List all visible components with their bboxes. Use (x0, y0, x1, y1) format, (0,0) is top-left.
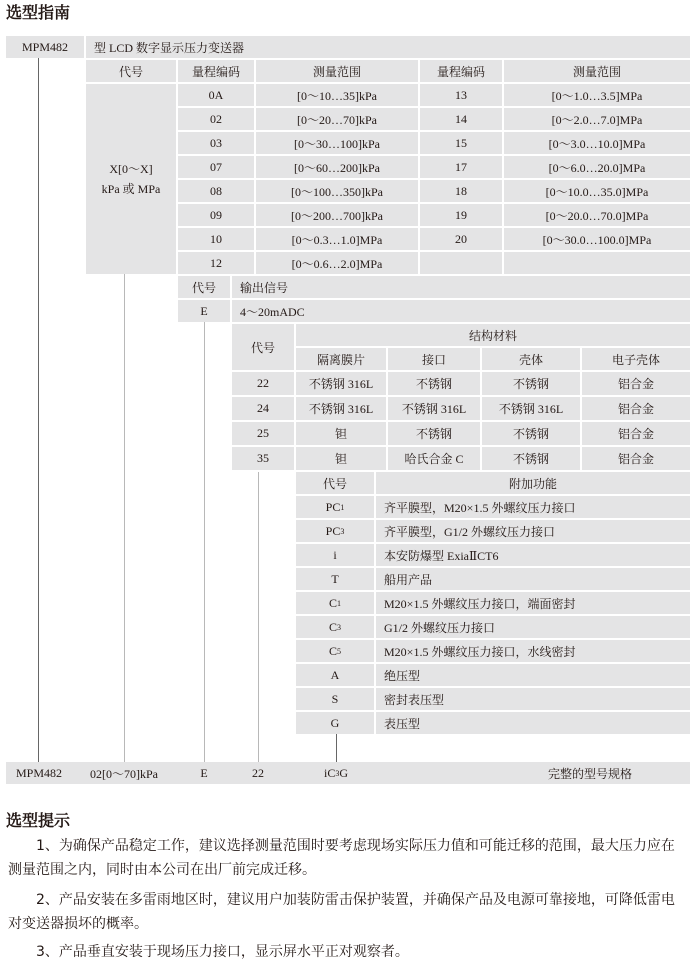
function-code-subscript: 1 (340, 502, 345, 512)
material-row-port: 不锈钢 316L (388, 397, 480, 420)
example-function (310, 762, 362, 784)
example-model: MPM482 (15, 765, 62, 780)
range-value-cell-right: [0～10.0…35.0]MPa (504, 180, 690, 202)
function-row-code (296, 616, 374, 638)
material-col-diaphragm: 隔离膜片 (296, 348, 386, 370)
example-function-sub: 3 (335, 768, 340, 778)
function-row-description: G1/2 外螺纹压力接口 (376, 616, 690, 638)
range-encoding-header-left: 量程编码 (178, 60, 254, 82)
range-code-cell-left: 08 (178, 180, 254, 202)
function-code-text: G (330, 715, 340, 730)
function-row-description: 齐平膜型，G1/2 外螺纹压力接口 (376, 520, 690, 542)
function-row-description: M20×1.5 外螺纹压力接口，水线密封 (376, 640, 690, 662)
tip-paragraph-1: 1、为确保产品稳定工作，建议选择测量范围时要考虑现场实际压力值和可能迁移的范围，最大压力应在测量范围之内，同时由本公司在出厂前完成迁移。 (8, 838, 675, 878)
range-code-value: X[0～X] (109, 162, 153, 176)
range-value-cell-left: [0～0.3…1.0]MPa (256, 228, 418, 250)
function-code-header: 代号 (296, 472, 374, 494)
function-row-description: 齐平膜型，M20×1.5 外螺纹压力接口 (376, 496, 690, 518)
function-row-code (296, 712, 374, 734)
function-code-text: T (331, 571, 339, 586)
material-row-shell: 不锈钢 (482, 372, 580, 395)
tip-paragraph-2: 2、产品安装在多雷雨地区时，建议用户加装防雷击保护装置，并确保产品及电源可靠接地，可降低雷电对变送器损坏的概率。 (8, 892, 675, 932)
range-value-cell-left: [0～200…700]kPa (256, 204, 418, 226)
function-row-description: M20×1.5 外螺纹压力接口，端面密封 (376, 592, 690, 614)
range-code-cell-left: 09 (178, 204, 254, 226)
range-code-cell-left: 07 (178, 156, 254, 178)
output-code: E (178, 300, 230, 322)
material-row-code: 25 (232, 422, 294, 445)
material-row-port: 哈氏合金 C (388, 447, 480, 470)
material-row-port: 不锈钢 (388, 422, 480, 445)
material-row-diaphragm: 钽 (296, 447, 386, 470)
range-value-cell-left: [0～30…100]kPa (256, 132, 418, 154)
example-output: E (200, 765, 208, 780)
range-value-cell-right (504, 252, 690, 274)
range-connector-line (124, 274, 125, 762)
range-code-cell-right: 14 (420, 108, 502, 130)
function-code-text: S (331, 691, 339, 706)
range-encoding-header-right: 量程编码 (420, 60, 502, 82)
function-row-code (296, 544, 374, 566)
selection-guide-heading: 选型指南 (6, 3, 71, 22)
range-code-cell (86, 84, 176, 274)
output-signal-header: 输出信号 (232, 276, 690, 298)
range-code-header: 代号 (86, 60, 176, 82)
function-code-text: PC (325, 499, 341, 514)
function-row-code (296, 496, 374, 518)
range-value-cell-left: [0～60…200]kPa (256, 156, 418, 178)
range-code-cell-left: 10 (178, 228, 254, 250)
material-row-code: 24 (232, 397, 294, 420)
function-row-description: 表压型 (376, 712, 690, 734)
example-function-b: G (339, 765, 348, 780)
output-code-header: 代号 (178, 276, 230, 298)
material-row-diaphragm: 不锈钢 316L (296, 372, 386, 395)
material-code-header: 代号 (232, 324, 294, 370)
range-unit-value: kPa 或 MPa (101, 182, 161, 196)
material-row-shell: 不锈钢 316L (482, 397, 580, 420)
range-code-cell-right: 20 (420, 228, 502, 250)
material-col-electronics: 电子壳体 (582, 348, 690, 370)
output-connector-line (204, 322, 205, 762)
range-value-cell-left: [0～10…35]kPa (256, 84, 418, 106)
function-code-text: C (328, 595, 337, 610)
material-row-code: 35 (232, 447, 294, 470)
range-code-cell-right: 13 (420, 84, 502, 106)
example-function-a: iC (323, 765, 336, 780)
function-code-text: A (330, 667, 340, 682)
material-row-port: 不锈钢 (388, 372, 480, 395)
function-row-code (296, 640, 374, 662)
material-col-shell: 壳体 (482, 348, 580, 370)
function-row-description: 船用产品 (376, 568, 690, 590)
range-code-cell-left: 0A (178, 84, 254, 106)
function-row-code (296, 664, 374, 686)
function-code-subscript: 1 (337, 598, 341, 608)
range-value-cell-right: [0～20.0…70.0]MPa (504, 204, 690, 226)
range-code-cell-left: 02 (178, 108, 254, 130)
example-label: 完整的型号规格 (547, 766, 632, 781)
material-row-shell: 不锈钢 (482, 447, 580, 470)
material-row-diaphragm: 不锈钢 316L (296, 397, 386, 420)
range-value-cell-right: [0～1.0…3.5]MPa (504, 84, 690, 106)
material-col-port: 接口 (388, 348, 480, 370)
range-value-cell-right: [0～2.0…7.0]MPa (504, 108, 690, 130)
range-code-cell-right: 18 (420, 180, 502, 202)
model-connector-line (38, 58, 39, 762)
material-row-electronics: 铝合金 (582, 372, 690, 395)
function-row-code (296, 520, 374, 542)
material-row-electronics: 铝合金 (582, 422, 690, 445)
range-code-cell-right: 17 (420, 156, 502, 178)
function-row-code (296, 592, 374, 614)
material-row-code: 22 (232, 372, 294, 395)
material-row-diaphragm: 钽 (296, 422, 386, 445)
function-code-subscript: 3 (340, 526, 345, 536)
function-row-code (296, 688, 374, 710)
function-row-code (296, 568, 374, 590)
range-code-cell-right: 19 (420, 204, 502, 226)
material-title: 结构材料 (296, 324, 690, 346)
material-connector-line (258, 472, 259, 762)
function-code-text: i (333, 547, 337, 562)
function-header: 附加功能 (376, 472, 690, 494)
function-row-description: 本安防爆型 ExiaⅡCT6 (376, 544, 690, 566)
range-value-cell-right: [0～6.0…20.0]MPa (504, 156, 690, 178)
measure-range-header-left: 测量范围 (256, 60, 418, 82)
example-range: 02[0～70]kPa (90, 766, 158, 781)
function-code-text: C (328, 619, 337, 634)
function-code-text: C (328, 643, 337, 658)
range-value-cell-left: [0～100…350]kPa (256, 180, 418, 202)
material-row-electronics: 铝合金 (582, 447, 690, 470)
material-row-electronics: 铝合金 (582, 397, 690, 420)
range-code-cell-right (420, 252, 502, 274)
function-connector-line (336, 734, 337, 762)
function-row-description: 密封表压型 (376, 688, 690, 710)
function-code-subscript: 5 (337, 646, 341, 656)
measure-range-header-right: 测量范围 (504, 60, 690, 82)
tip-paragraph-3: 3、产品垂直安装于现场压力接口，显示屏水平正对观察者。 (36, 944, 409, 960)
range-value-cell-right: [0～3.0…10.0]MPa (504, 132, 690, 154)
model-description: 型 LCD 数字显示压力变送器 (86, 36, 690, 58)
range-value-cell-left: [0～20…70]kPa (256, 108, 418, 130)
function-code-text: PC (325, 523, 341, 538)
function-code-subscript: 3 (337, 622, 341, 632)
selection-tips-heading: 选型提示 (6, 811, 71, 830)
range-code-cell-right: 15 (420, 132, 502, 154)
output-signal: 4～20mADC (232, 300, 690, 322)
range-code-cell-left: 12 (178, 252, 254, 274)
model-code-cell: MPM482 (6, 36, 84, 58)
range-value-cell-left: [0～0.6…2.0]MPa (256, 252, 418, 274)
material-row-shell: 不锈钢 (482, 422, 580, 445)
function-row-description: 绝压型 (376, 664, 690, 686)
range-code-cell-left: 03 (178, 132, 254, 154)
range-value-cell-right: [0～30.0…100.0]MPa (504, 228, 690, 250)
example-material: 22 (252, 765, 264, 780)
